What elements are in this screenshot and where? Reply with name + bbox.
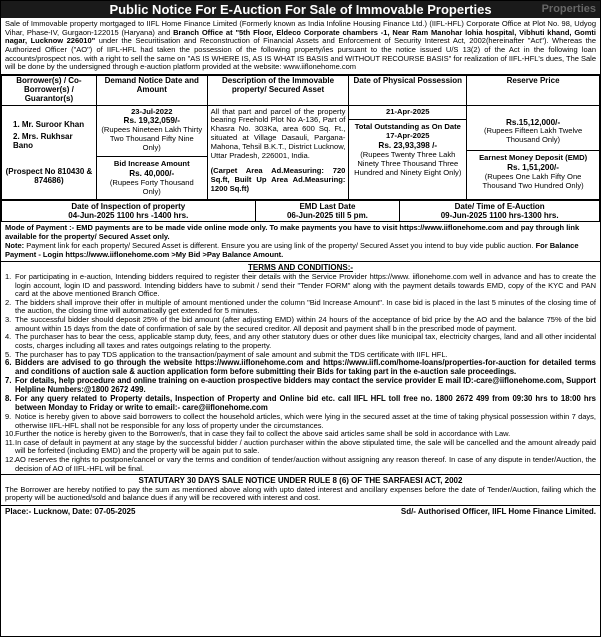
term-text: AO reserves the rights to postpone/cancel or vary the terms and condition of tender/auction without assigning any reason thereof. In case of any dispute in tender/Auction, the decision of AO of IIFL-HFL will be final. <box>15 455 596 473</box>
term-text: In case of default in payment at any stage by the successful bidder / auction purchaser within the above stipulated time, the sale will be cancelled and the amount already paid will be forfeited (including EMD) and the property will be again put to sale. <box>15 437 596 456</box>
statutory-body: The Borrower are hereby notified to pay the sum as mentioned above along with upto dated interest and ancillary expenses before the date of Tender/Auction, failing which the property will be auctioned/sold and balance dues if any will be recovered with interest and cost. <box>5 484 596 503</box>
property-area: (Carpet Area Ad.Measuring: 720 Sq.ft, Built Up Area Ad.Measuring: 1200 Sq.ft) <box>210 166 346 194</box>
term-text: The successful bidder should deposit 25% of the bid amount (after adjusting EMD) within 24 hours of the acceptance of bid price by the AO and the balance 75% of the bid amount within 15 days from the date of confirmation of sale by the secured creditor. All deposit and payment shall b in the prescribed mode of payment. <box>15 315 596 333</box>
term-text: Further the notice is hereby given to the Borrower/s, that in case they fail to collect the above said articles same shall be sold in accordance with Law. <box>15 429 511 439</box>
authorised-signature: Sd/- Authorised Officer, IIFL Home Finance Limited. <box>400 506 596 516</box>
term-item <box>5 316 596 333</box>
demand-cell: 23-Jul-2022 Rs. 19,32,059/- (Rupees Nineteen Lakh Thirty Two Thousand Fifty Nine Only) Bid Increase Amount Rs. 40,000/- (Rupees Forty Thousand Only) <box>96 105 207 199</box>
term-number: 11. <box>5 437 15 447</box>
borrower-cell: 1. Mr. Suroor Khan 2. Mrs. Rukhsar Bano (Prospect No 810430 & 874686) <box>2 105 97 199</box>
term-item <box>5 395 596 413</box>
table-header-row <box>2 76 600 105</box>
inspection-cell: Date of Inspection of property 04-Jun-2025 1100 hrs -1400 hrs. <box>2 200 256 222</box>
header-description: Description of the Immovable property/ Secured Asset <box>207 76 349 105</box>
branch-address: Branch Office at "5th Floor, Eldeco Corporate chambers -1, Near Ram Manohar lohia hospital, Vibhuti khand, Gomti nagar, Lucknow 226010" <box>5 27 596 46</box>
term-text: The bidders shall improve their offer in multiple of amount mentioned under the column "Bid Increase Amount". In case bid is placed in the last 5 minutes of the closing time of the auction, the closing time will automatically get extended for 5 minutes. <box>15 297 596 316</box>
property-table <box>1 75 600 199</box>
notice-title: Public Notice For E-Auction For Sale of Immovable Properties Properties <box>1 1 600 18</box>
term-number: 3. <box>5 315 12 325</box>
term-text: The purchaser has to pay TDS application to the transaction/payment of sale amount and submit the TDS certificate with IIFL HFL. <box>15 349 448 359</box>
payment-section <box>1 222 600 262</box>
payment-mode: Mode of Payment :- EMD payments are to be made vide online mode only. To make payments you have to visit https://www.iiflonehome.com and pay through link available for the property/ Secured Asset only. <box>5 223 580 242</box>
term-item <box>5 299 596 316</box>
term-number: 1. <box>5 271 12 281</box>
term-number: 8. <box>5 393 12 403</box>
bid-increase-label: Bid Increase Amount <box>113 159 190 168</box>
reserve-amount: Rs.15,12,000/- <box>506 117 561 127</box>
prospect-number: (Prospect No 810430 & 874686) <box>5 166 93 186</box>
emd-amount: Rs. 1,51,200/- <box>507 163 560 173</box>
term-number: 2. <box>5 297 12 307</box>
table-row <box>2 105 600 199</box>
emd-label: Earnest Money Deposit (EMD) <box>479 153 588 163</box>
term-item <box>5 273 596 299</box>
term-number: 4. <box>5 332 12 342</box>
header-reserve: Reserve Price <box>467 76 600 105</box>
description-cell <box>207 105 349 199</box>
term-item <box>5 359 596 377</box>
term-number: 12. <box>5 455 16 464</box>
notice-footer <box>1 505 600 517</box>
watermark: Properties <box>541 3 596 15</box>
schedule-table <box>1 200 600 223</box>
bid-increase-amount: Rs. 40,000/- <box>129 168 175 178</box>
reserve-cell: Rs.15,12,000/- (Rupees Fifteen Lakh Twelve Thousand Only) Earnest Money Deposit (EMD) Rs. 1,51,200/- (Rupees One Lakh Fifty One Thousand Two Hundred Only) <box>467 105 600 199</box>
demand-date: 23-Jul-2022 <box>131 106 173 116</box>
term-item <box>5 377 596 395</box>
term-text: The purchaser has to bear the cess, applicable stamp duty, fees, and any other statutory dues or other dues like municipal tax, electricity charges, land and all other incidental costs, charges including all taxes and rates outgoings relating to the property. <box>15 332 596 350</box>
header-demand: Demand Notice Date and Amount <box>96 76 207 105</box>
intro-paragraph: Sale of Immovable property mortgaged to IIFL Home Finance Limited (Formerly known as India Infoline Housing Finance Ltd.) (IIFL-HFL) Corporate Office at Plot No. 98, Udyog Vihar, Phase-IV, Gurgaon-122015 (Haryana) and Branch Office at "5th Floor, Eldeco Corporate chambers -1, Near Ram Manohar lohia hospital, Vibhuti khand, Gomti nagar, Lucknow 226010" under the Securitisation and Reconstruction of Financial Assets and Enforcement of Security Interest Act, 2002(hereinafter "Act"). Whereas the Authorized Officer ("AO") of IIFL-HFL had taken the possession of the following property/ies pursuant to the notice issued U/S 13(2) of the Act in the following loan accounts/prospect nos. with a right to sell the same on "AS IS WHERE IS, AS IS WHAT IS BASIS and WITHOUT RECOURSE BASIS" for realization of IIFL-HFL's dues, The Sale will be done by the undersigned through e-auction platform provided at the website: www.iiflonehome.com <box>1 18 600 75</box>
term-number: 10. <box>5 429 16 439</box>
emd-last-date-cell: EMD Last Date 06-Jun-2025 till 5 pm. <box>255 200 400 222</box>
statutory-title: STATUTARY 30 DAYS SALE NOTICE UNDER RULE 8 (6) OF THE SARFAESI ACT, 2002 <box>1 474 600 485</box>
term-item <box>5 456 596 473</box>
possession-cell: 21-Apr-2025 Total Outstanding as On Date 17-Apr-2025 Rs. 23,93,398 /- (Rupees Twenty Three Lakh Ninety Three Thousand Three Hundred and Ninety Eight Only) <box>349 105 467 199</box>
term-text: For participating in e-auction, Intending bidders required to register their details with the Service Provider https://www. iiflonehome.com well in advance and has to create the login account, login ID and password. Intending bidders have to submit / send their "Tender FORM" along with the payment details towards EMD, copy of the KYC and PAN card at the above mentioned Branch Office. <box>15 271 596 299</box>
header-borrower: Borrower(s) / Co-Borrower(s) / Guarantor(s) <box>2 76 97 105</box>
outstanding-amount: Rs. 23,93,398 /- <box>378 141 438 151</box>
term-number: 9. <box>5 411 12 421</box>
term-item <box>5 413 596 430</box>
term-text: Bidders are advised to go through the website https://www.iiflonehome.com and https://www.iifl.com/home-loans/properties-for-auction for detailed terms and conditions of auction sale & auction application form before submitting their Bids for taking part in the e-auction sale proceedings. <box>15 358 596 377</box>
payment-note: Note: Payment link for each property/ Secured Asset is different. Ensure you are using link of the property/ Secured Asset you intend to buy vide public auction. For Balance Payment - Login https://www.iiflonehome.com >My Bid >Pay Balance Amount. <box>5 240 579 259</box>
demand-amount: Rs. 19,32,059/- <box>123 116 180 126</box>
balance-payment: For Balance Payment - Login https://www.iiflonehome.com >My Bid >Pay Balance Amount. <box>5 240 579 259</box>
terms-list <box>1 273 600 474</box>
term-text: For any query related to Property details, Inspection of Property and Online bid etc. call IIFL HFL toll free no. 1800 2672 499 from 09:30 hrs to 18:00 hrs between Monday to Friday or write to email:- care@iiflonehome.com <box>15 393 596 412</box>
term-text: Notice is hereby given to above said borrowers to collect the household articles, which were lying in the secured asset at the time of taking physical possession within 7 days, otherwise IIFL-HFL shall not be responsible for any loss of property under the circumstances. <box>15 411 596 430</box>
term-number: 6. <box>5 358 12 368</box>
term-item <box>5 439 596 456</box>
term-number: 7. <box>5 376 12 386</box>
possession-date: 21-Apr-2025 <box>386 106 430 116</box>
outstanding-label: Total Outstanding as On Date 17-Apr-2025 <box>354 122 461 141</box>
auction-time-cell: Date/ Time of E-Auction 09-Jun-2025 1100 hrs-1300 hrs. <box>400 200 600 222</box>
terms-title: TERMS AND CONDITIONS:- <box>247 263 354 273</box>
place-date: Place:- Lucknow, Date: 07-05-2025 <box>5 506 136 516</box>
term-item <box>5 333 596 350</box>
schedule-row <box>2 200 600 222</box>
header-possession: Date of Physical Possession <box>349 76 467 105</box>
term-text: For details, help procedure and online training on e-auction prospective bidders may contact the service provider E mail ID:-care@iiflonehome.com, Support Helpline Numbers:@1800 2672 499. <box>15 376 596 395</box>
term-number: 5. <box>5 349 12 359</box>
property-description: All that part and parcel of the property bearing Freehold Plot No A-136, Part of Khasra No. 303Ka, area 600 Sq. Ft., situated at Village Dasauli, Pargana-Mahona, Tehsil B.K.T., District Lucknow, Uttar Pradesh, 226001, India. <box>210 106 346 161</box>
